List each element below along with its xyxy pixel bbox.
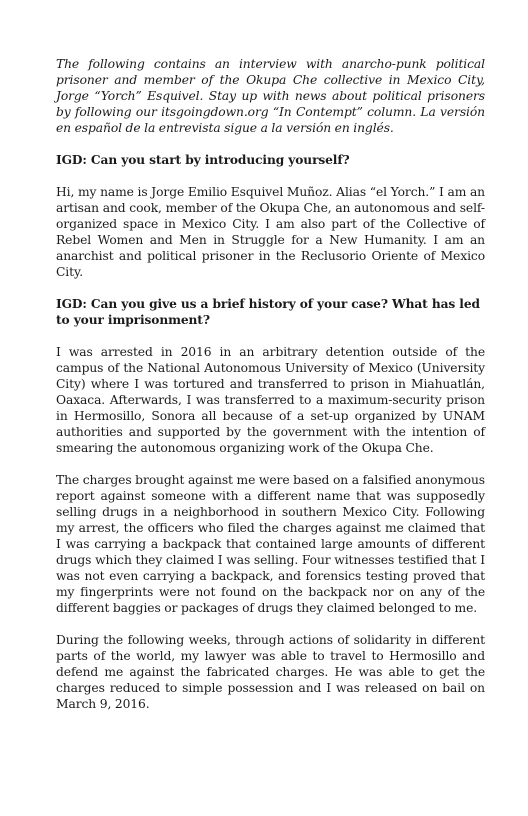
question-introduce-yourself: IGD: Can you start by introducing yourself? [56,153,350,167]
answer-arrest-paragraph: I was arrested in 2016 in an arbitrary detention outside of the campus of the National Autonomous University of Mexico (University City) where I was tortured and transferred to prison in Miahuatlán, Oaxaca. Afterwards, I was transferred to a maximum-security prison in Hermosillo, Sonora all because of a set-up organized by UNAM authorities and supported by the government with the intention of smearing the autonomous organizing work of the Okupa Che. [56,345,485,455]
document-page [56,56,485,728]
intro-paragraph: The following contains an interview with anarcho-punk political prisoner and member of the Okupa Che collective in Mexico City, Jorge “Yorch” Esquivel. Stay up with news about political prisoners by following our itsgoingdown.org “In Contempt” column. La versión en español de la entrevista sigue a la versión en inglés. [56,57,485,135]
answer-charges-paragraph: The charges brought against me were based on a falsified anonymous report against someone with a different name that was supposedly selling drugs in a neighborhood in southern Mexico City. Following my arrest, the officers who filed the charges against me claimed that I was carrying a backpack that contained large amounts of different drugs which they claimed I was selling. Four witnesses testified that I was not even carrying a backpack, and forensics testing proved that my fingerprints were not found on the backpack nor on any of the different baggies or packages of drugs they claimed belonged to me. [56,473,485,615]
question-case-history: IGD: Can you give us a brief history of your case? What has led to your imprisonment? [56,297,480,327]
answer-release-paragraph: During the following weeks, through actions of solidarity in different parts of the world, my lawyer was able to travel to Hermosillo and defend me against the fabricated charges. He was able to get the charges reduced to simple possession and I was released on bail on March 9, 2016. [56,633,485,711]
answer-introduce-yourself: Hi, my name is Jorge Emilio Esquivel Muñoz. Alias “el Yorch.” I am an artisan and cook, member of the Okupa Che, an autonomous and self-organized space in Mexico City. I am also part of the Collective of Rebel Women and Men in Struggle for a New Humanity. I am an anarchist and political prisoner in the Reclusorio Oriente of Mexico City. [56,185,485,279]
